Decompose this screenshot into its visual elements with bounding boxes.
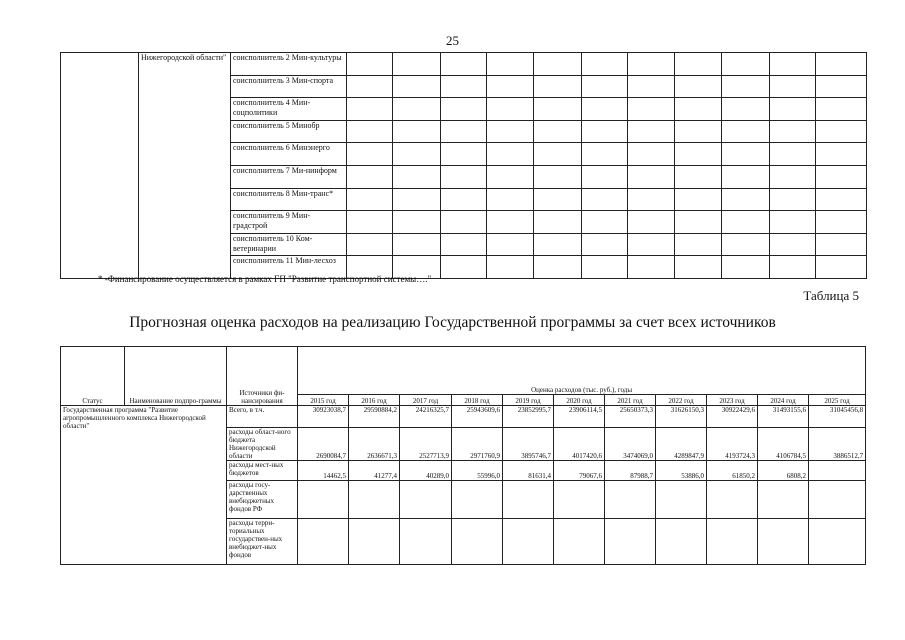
empty-cell — [347, 120, 393, 143]
empty-cell — [534, 75, 582, 98]
empty-cell — [675, 143, 722, 166]
empty-cell — [816, 98, 867, 121]
coexecutor-cell: соисполнитель 2 Мин-культуры — [231, 53, 347, 76]
value-cell: 2527713,9 — [400, 428, 452, 461]
year-header: 2025 год — [809, 395, 866, 406]
empty-cell — [441, 188, 487, 211]
value-cell: 30922429,6 — [707, 406, 758, 428]
year-header: 2020 год — [554, 395, 605, 406]
value-cell: 3895746,7 — [503, 428, 554, 461]
year-header: 2021 год — [605, 395, 656, 406]
value-cell: 40289,0 — [400, 461, 452, 481]
value-cell: 23852995,7 — [503, 406, 554, 428]
empty-cell — [770, 256, 816, 279]
empty-cell — [816, 188, 867, 211]
empty-cell — [393, 75, 441, 98]
empty-cell — [441, 75, 487, 98]
empty-cell — [582, 165, 628, 188]
empty-cell — [487, 98, 534, 121]
empty-cell — [534, 143, 582, 166]
value-cell: 41277,4 — [349, 461, 400, 481]
empty-cell — [534, 120, 582, 143]
empty-cell — [722, 53, 770, 76]
year-header: 2017 год — [400, 395, 452, 406]
empty-cell — [675, 120, 722, 143]
empty-cell — [628, 188, 675, 211]
source-cell: расходы мест-ных бюджетов — [227, 461, 298, 481]
coexecutor-cell: соисполнитель 5 Минобр — [231, 120, 347, 143]
year-header: 2024 год — [758, 395, 809, 406]
coexecutor-cell: соисполнитель 8 Мин-транс* — [231, 188, 347, 211]
value-cell: 2971760,9 — [452, 428, 503, 461]
empty-cell — [347, 233, 393, 256]
empty-cell — [816, 53, 867, 76]
empty-cell — [722, 98, 770, 121]
empty-cell — [816, 75, 867, 98]
value-cell: 24216325,7 — [400, 406, 452, 428]
empty-cell — [582, 256, 628, 279]
empty-cell — [487, 233, 534, 256]
source-cell: расходы област-ного бюджета Нижегородской области — [227, 428, 298, 461]
empty-cell — [582, 211, 628, 234]
empty-cell — [816, 120, 867, 143]
coexecutor-cell: соисполнитель 3 Мин-спорта — [231, 75, 347, 98]
source-cell: Всего, в т.ч. — [227, 406, 298, 428]
value-cell: 61850,2 — [707, 461, 758, 481]
empty-cell — [722, 233, 770, 256]
empty-cell — [393, 233, 441, 256]
empty-cell — [582, 98, 628, 121]
empty-cell — [441, 165, 487, 188]
empty-cell — [441, 53, 487, 76]
empty-cell — [816, 165, 867, 188]
empty-cell — [347, 143, 393, 166]
empty-cell — [770, 143, 816, 166]
empty-cell — [582, 233, 628, 256]
table-title: Прогнозная оценка расходов на реализацию Государственной программы за счет всех источников — [129, 314, 776, 331]
value-cell: 25650373,3 — [605, 406, 656, 428]
empty-cell — [770, 165, 816, 188]
value-cell — [400, 519, 452, 565]
year-header: 2019 год — [503, 395, 554, 406]
source-cell: расходы терри-ториальных государствен-ных внебюджет-ных фондов — [227, 519, 298, 565]
empty-cell — [441, 233, 487, 256]
value-cell: 2636671,3 — [349, 428, 400, 461]
value-cell: 25943609,6 — [452, 406, 503, 428]
empty-cell — [534, 211, 582, 234]
value-cell: 31045456,8 — [809, 406, 866, 428]
empty-cell — [722, 165, 770, 188]
empty-cell — [770, 75, 816, 98]
empty-cell — [628, 165, 675, 188]
value-cell: 53886,0 — [656, 461, 707, 481]
empty-cell — [441, 143, 487, 166]
table-number: Таблица 5 — [803, 288, 859, 303]
coexecutor-cell: соисполнитель 4 Мин-соцполитики — [231, 98, 347, 121]
empty-cell — [393, 188, 441, 211]
value-cell — [452, 481, 503, 519]
empty-cell — [487, 75, 534, 98]
value-cell — [298, 481, 349, 519]
empty-cell — [393, 53, 441, 76]
value-cell — [554, 519, 605, 565]
empty-cell — [628, 75, 675, 98]
empty-cell — [628, 256, 675, 279]
empty-cell — [393, 98, 441, 121]
value-cell: 31493155,6 — [758, 406, 809, 428]
empty-cell — [722, 188, 770, 211]
coexecutor-cell: соисполнитель 10 Ком-ветеринарии — [231, 233, 347, 256]
value-cell: 23906114,5 — [554, 406, 605, 428]
empty-cell — [628, 53, 675, 76]
empty-cell — [770, 98, 816, 121]
year-header: 2015 год — [298, 395, 349, 406]
empty-cell — [487, 143, 534, 166]
empty-cell — [675, 53, 722, 76]
status-value: Государственная программа "Развитие агропромышленного комплекса Нижегородской области" — [61, 406, 227, 565]
empty-cell — [534, 98, 582, 121]
empty-cell — [816, 256, 867, 279]
empty-cell — [628, 233, 675, 256]
value-cell: 87988,7 — [605, 461, 656, 481]
year-header: 2018 год — [452, 395, 503, 406]
empty-cell — [770, 188, 816, 211]
year-header: 2022 год — [656, 395, 707, 406]
empty-cell — [770, 233, 816, 256]
value-cell: 6808,2 — [758, 461, 809, 481]
empty-cell — [347, 165, 393, 188]
value-cell — [452, 519, 503, 565]
empty-cell — [675, 256, 722, 279]
empty-cell — [487, 211, 534, 234]
empty-cell — [816, 233, 867, 256]
value-cell — [809, 481, 866, 519]
empty-cell — [582, 188, 628, 211]
value-cell — [656, 481, 707, 519]
empty-cell — [393, 120, 441, 143]
value-cell — [707, 481, 758, 519]
value-cell: 31626150,3 — [656, 406, 707, 428]
empty-cell — [393, 143, 441, 166]
value-cell: 4017420,6 — [554, 428, 605, 461]
value-cell — [503, 481, 554, 519]
coexecutor-cell: соисполнитель 11 Мин-лесхоз — [231, 256, 347, 279]
empty-cell — [770, 211, 816, 234]
value-cell — [349, 519, 400, 565]
status-cell — [61, 53, 139, 279]
empty-cell — [675, 98, 722, 121]
continuation-table — [60, 52, 867, 279]
footnote: * -Финансирование осуществляется в рамках ГП "Развитие транспортной системы…." — [98, 274, 432, 284]
empty-cell — [487, 165, 534, 188]
page-number: 25 — [446, 33, 459, 48]
empty-cell — [628, 120, 675, 143]
value-cell — [809, 519, 866, 565]
forecast-expenses-table — [60, 346, 866, 565]
value-cell — [400, 481, 452, 519]
empty-cell — [770, 120, 816, 143]
empty-cell — [675, 233, 722, 256]
empty-cell — [770, 53, 816, 76]
value-cell — [656, 519, 707, 565]
empty-cell — [722, 211, 770, 234]
empty-cell — [722, 256, 770, 279]
header-subprogram-name: Наименование подпро-граммы — [125, 347, 227, 406]
empty-cell — [582, 53, 628, 76]
coexecutor-cell: соисполнитель 7 Ми-нинформ — [231, 165, 347, 188]
empty-cell — [675, 188, 722, 211]
value-cell — [349, 481, 400, 519]
empty-cell — [534, 165, 582, 188]
value-cell: 79067,6 — [554, 461, 605, 481]
empty-cell — [347, 75, 393, 98]
empty-cell — [722, 120, 770, 143]
value-cell — [707, 519, 758, 565]
empty-cell — [722, 143, 770, 166]
value-cell — [758, 481, 809, 519]
empty-cell — [534, 233, 582, 256]
value-cell: 81631,4 — [503, 461, 554, 481]
year-header: 2023 год — [707, 395, 758, 406]
empty-cell — [675, 75, 722, 98]
value-cell — [605, 519, 656, 565]
value-cell: 3886512,7 — [809, 428, 866, 461]
empty-cell — [441, 256, 487, 279]
empty-cell — [347, 98, 393, 121]
empty-cell — [582, 75, 628, 98]
value-cell: 14462,5 — [298, 461, 349, 481]
empty-cell — [534, 256, 582, 279]
empty-cell — [582, 143, 628, 166]
empty-cell — [393, 211, 441, 234]
empty-cell — [534, 188, 582, 211]
empty-cell — [393, 165, 441, 188]
coexecutor-cell: соисполнитель 9 Мин-градстрой — [231, 211, 347, 234]
value-cell — [809, 461, 866, 481]
empty-cell — [582, 120, 628, 143]
empty-cell — [628, 211, 675, 234]
header-status: Статус — [61, 347, 125, 406]
empty-cell — [628, 98, 675, 121]
empty-cell — [347, 53, 393, 76]
empty-cell — [441, 211, 487, 234]
empty-cell — [675, 211, 722, 234]
value-cell: 3474069,0 — [605, 428, 656, 461]
value-cell: 4289847,9 — [656, 428, 707, 461]
empty-cell — [441, 120, 487, 143]
value-cell: 4193724,3 — [707, 428, 758, 461]
empty-cell — [675, 165, 722, 188]
value-cell — [298, 519, 349, 565]
empty-cell — [722, 75, 770, 98]
empty-cell — [487, 256, 534, 279]
empty-cell — [347, 188, 393, 211]
value-cell: 2690084,7 — [298, 428, 349, 461]
header-sources: Источники фи-нансирования — [227, 347, 298, 406]
empty-cell — [441, 98, 487, 121]
value-cell — [605, 481, 656, 519]
header-costs-group: Оценка расходов (тыс. руб.), годы — [298, 347, 866, 395]
value-cell: 55996,0 — [452, 461, 503, 481]
coexecutor-cell: соисполнитель 6 Минэнерго — [231, 143, 347, 166]
empty-cell — [487, 120, 534, 143]
empty-cell — [816, 143, 867, 166]
value-cell: 30923038,7 — [298, 406, 349, 428]
value-cell — [758, 519, 809, 565]
empty-cell — [347, 211, 393, 234]
empty-cell — [534, 53, 582, 76]
value-cell — [554, 481, 605, 519]
source-cell: расходы госу-дарственных внебюджетных фондов РФ — [227, 481, 298, 519]
empty-cell — [487, 188, 534, 211]
table-row — [61, 406, 866, 428]
value-cell — [503, 519, 554, 565]
year-header: 2016 год — [349, 395, 400, 406]
empty-cell — [487, 53, 534, 76]
empty-cell — [816, 211, 867, 234]
value-cell: 4106784,5 — [758, 428, 809, 461]
value-cell: 29590884,2 — [349, 406, 400, 428]
program-name-cell: Нижегородской области" — [139, 53, 231, 279]
empty-cell — [628, 143, 675, 166]
